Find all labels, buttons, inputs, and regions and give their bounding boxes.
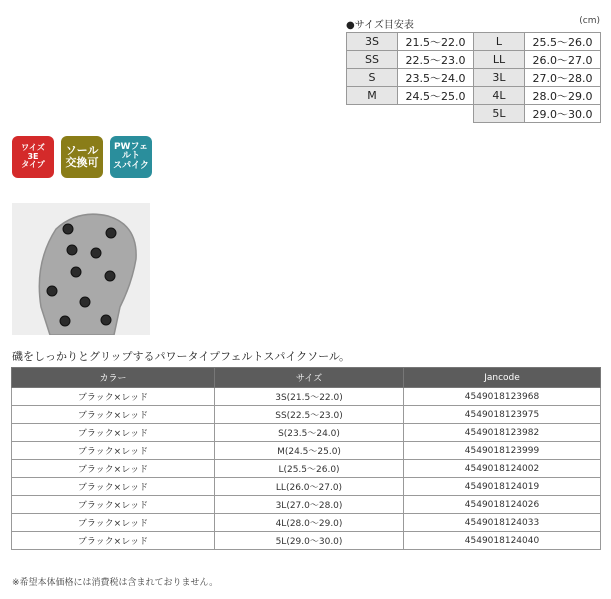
table-row [12,406,601,424]
spike-stud [67,245,77,255]
color-cell: ブラック×レッド [12,478,215,496]
color-cell: ブラック×レッド [12,406,215,424]
size-cell: 3L(27.0〜28.0) [215,496,404,514]
product-description: 磯をしっかりとグリップするパワータイプフェルトスパイクソール。 [12,350,351,363]
color-cell: ブラック×レッド [12,496,215,514]
pw-felt-spike-badge [110,136,152,178]
jancode-cell: 4549018124002 [404,460,601,478]
empty-cell [398,105,474,123]
size-code: M [347,87,398,105]
spike-stud [63,224,73,234]
size-cell: S(23.5〜24.0) [215,424,404,442]
table-row [12,460,601,478]
spike-stud [80,297,90,307]
color-cell: ブラック×レッド [12,442,215,460]
product-table [11,367,601,550]
size-cell: 3S(21.5〜22.0) [215,388,404,406]
size-code: LL [474,51,525,69]
spike-stud [101,315,111,325]
size-range: 23.5〜24.0 [398,69,474,87]
size-code: L [474,33,525,51]
jancode-column-header: Jancode [404,368,601,388]
jancode-cell: 4549018123968 [404,388,601,406]
size-cell: 5L(29.0〜30.0) [215,532,404,550]
size-chart-row [347,87,601,105]
size-range: 26.0〜27.0 [525,51,601,69]
spike-stud [47,286,57,296]
color-cell: ブラック×レッド [12,388,215,406]
size-code: S [347,69,398,87]
jancode-cell: 4549018124026 [404,496,601,514]
size-chart-unit: (cm) [579,16,600,26]
table-row [12,478,601,496]
jancode-cell: 4549018123999 [404,442,601,460]
jancode-cell: 4549018124033 [404,514,601,532]
jancode-cell: 4549018124040 [404,532,601,550]
size-chart-table [346,32,601,123]
badge-line: ソール [65,144,99,158]
table-row [12,532,601,550]
size-chart-row [347,105,601,123]
size-chart-row [347,69,601,87]
badge-line: 交換可 [65,156,99,169]
size-cell: 4L(28.0〜29.0) [215,514,404,532]
size-code: 4L [474,87,525,105]
empty-cell [347,105,398,123]
size-cell: LL(26.0〜27.0) [215,478,404,496]
size-chart-row [347,51,601,69]
sole-exchangeable-badge [61,136,103,178]
size-code: SS [347,51,398,69]
color-cell: ブラック×レッド [12,460,215,478]
badge-line: タイプ [21,160,45,170]
color-cell: ブラック×レッド [12,514,215,532]
wise-3e-type-badge [12,136,54,178]
size-range: 28.0〜29.0 [525,87,601,105]
size-column-header: サイズ [215,368,404,388]
sole-illustration [12,203,150,335]
table-row [12,442,601,460]
felt-spike-sole-image [12,203,150,335]
feature-badges [12,136,152,178]
table-header-row [12,368,601,388]
badge-line: 3E [27,151,39,161]
jancode-cell: 4549018123975 [404,406,601,424]
color-column-header: カラー [12,368,215,388]
spike-stud [105,271,115,281]
size-cell: M(24.5〜25.0) [215,442,404,460]
size-chart-row [347,33,601,51]
badge-line: PWフェルト [113,141,149,162]
color-cell: ブラック×レッド [12,532,215,550]
size-code: 5L [474,105,525,123]
size-chart-title: ●サイズ目安表 [346,20,414,31]
badge-line: ワイズ [21,143,45,153]
size-chart-header [346,16,600,30]
size-code: 3L [474,69,525,87]
size-cell: L(25.5〜26.0) [215,460,404,478]
table-row [12,424,601,442]
size-range: 22.5〜23.0 [398,51,474,69]
size-cell: SS(22.5〜23.0) [215,406,404,424]
spike-stud [60,316,70,326]
spike-stud [91,248,101,258]
sole-outline [39,214,136,335]
badge-line: スパイク [113,160,149,171]
size-range: 21.5〜22.0 [398,33,474,51]
table-row [12,496,601,514]
size-code: 3S [347,33,398,51]
jancode-cell: 4549018123982 [404,424,601,442]
spike-stud [106,228,116,238]
color-cell: ブラック×レッド [12,424,215,442]
size-range: 29.0〜30.0 [525,105,601,123]
size-range: 25.5〜26.0 [525,33,601,51]
spike-stud [71,267,81,277]
table-row [12,388,601,406]
size-range: 24.5〜25.0 [398,87,474,105]
tax-footnote: ※希望本体価格には消費税は含まれておりません。 [12,578,219,588]
jancode-cell: 4549018124019 [404,478,601,496]
size-range: 27.0〜28.0 [525,69,601,87]
table-row [12,514,601,532]
